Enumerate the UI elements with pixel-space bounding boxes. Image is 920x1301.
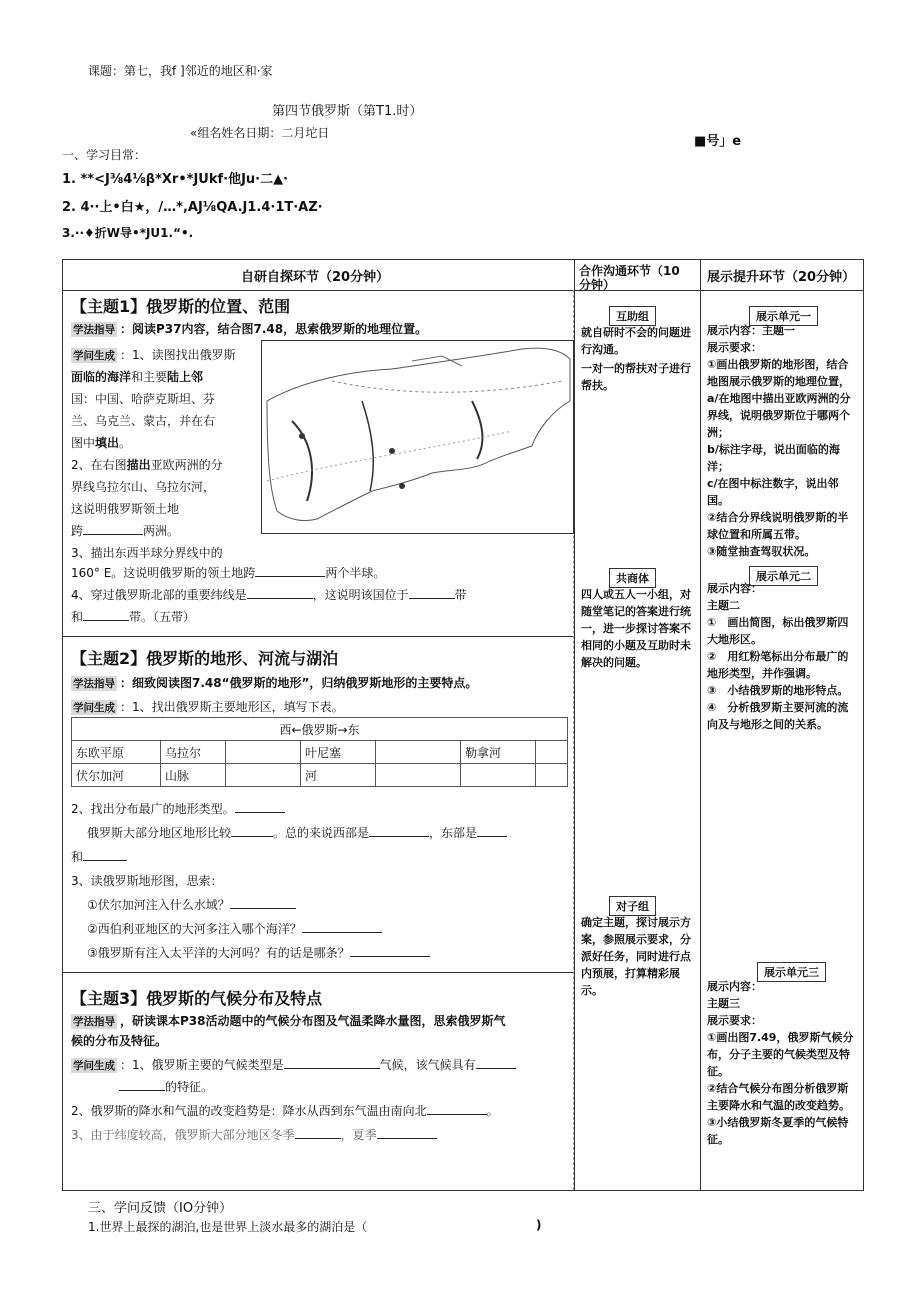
- col3-header: 展示提升环节（20分钟）: [707, 270, 856, 285]
- col2-text-3: 四人或五人一小组，对随堂笔记的答案进行统一，进一步探讨答案不相同的小题及互助时未解决的问题。: [581, 588, 691, 669]
- col2-text-1: 就自研时不会的问题进行沟通。: [581, 326, 691, 356]
- topic1-l9b: 两洲。: [143, 524, 180, 538]
- table-row: [72, 764, 568, 787]
- blank[interactable]: [119, 1078, 165, 1091]
- blank[interactable]: [230, 896, 296, 909]
- course-title: 课题：第七，我f ]邻近的地区和·家: [88, 64, 273, 78]
- topic1-l6b: 描出: [126, 458, 151, 472]
- topic3-l2: 的特征。: [165, 1080, 214, 1094]
- table-cell: 山脉: [161, 764, 226, 787]
- topic2-gen-tag: 学问生成: [73, 702, 115, 714]
- table-cell[interactable]: [226, 741, 301, 764]
- topic1-l9a: 跨: [71, 524, 84, 538]
- topic1-l6c: 亚欧两洲的分: [150, 458, 223, 472]
- topic3-l4a: 3、由于纬度较高，俄罗斯大部分地区冬季: [71, 1128, 295, 1142]
- topic2-q1: ①伏尔加河注入什么水域？: [87, 898, 230, 912]
- topic1-gen-tag: 学问生成: [73, 350, 115, 362]
- table-cell[interactable]: [226, 764, 301, 787]
- topic1-l8: 这说明俄罗斯领土地: [71, 502, 180, 516]
- topic1-l3: 国：中国、哈萨克斯坦、芬: [71, 392, 216, 406]
- topic1-l2a: 面临的海洋: [71, 370, 132, 384]
- topic1-l12a: 4、穿过俄罗斯北部的重要纬线是: [71, 588, 247, 602]
- col2-box-shared: 共商体: [609, 568, 656, 588]
- topic2-l3a: 俄罗斯大部分地区地形比较: [87, 826, 232, 840]
- blank[interactable]: [255, 564, 325, 577]
- feedback-title: 三、学问反馈（IO分钟）: [88, 1201, 233, 1216]
- topic1-l13b: 带。（五带）: [129, 610, 196, 624]
- topic3-title: 【主题3】俄罗斯的气候分布及特点: [71, 989, 323, 1008]
- topic1-l1: ：1、读图找出俄罗斯: [120, 348, 236, 362]
- table-cell[interactable]: [376, 764, 461, 787]
- blank[interactable]: [409, 586, 455, 599]
- topic2-l4: 和: [71, 850, 84, 864]
- blank[interactable]: [231, 824, 273, 837]
- feedback-q1: 1.世界上最探的湖泊,也是世界上淡水最多的湖泊是（: [88, 1220, 368, 1234]
- topic2-guide-tag: 学法指导: [73, 678, 115, 690]
- table-cell[interactable]: [536, 741, 568, 764]
- table-cell: 叶尼塞: [301, 741, 376, 764]
- goal-1: 1. **<J⅜4⅛β*Xr•*JUkf·他Ju·二▲·: [62, 172, 289, 187]
- topic2-l3b: 。总的来说西部是: [273, 826, 370, 840]
- col-divider-2: [700, 260, 701, 1190]
- topic1-l4: 兰、乌克兰、蒙古，并在右: [71, 414, 216, 428]
- blank[interactable]: [477, 824, 507, 837]
- topic1-l5a: 图中: [71, 436, 96, 450]
- topic-divider-2: [63, 972, 574, 973]
- topic1-title: 【主题1】俄罗斯的位置、范围: [71, 297, 291, 316]
- table-cell[interactable]: [376, 741, 461, 764]
- group-line: «组名姓名日期：二月坨日: [190, 126, 330, 140]
- feedback-q1-end: ): [536, 1218, 542, 1232]
- col2-header-b: 分钟）: [579, 278, 616, 292]
- table-cell: 伏尔加河: [72, 764, 161, 787]
- header-row-line: [63, 290, 863, 291]
- blank[interactable]: [235, 800, 285, 813]
- topic2-q3: ③俄罗斯有注入太平洋的大河吗？有的话是哪条？: [87, 946, 350, 960]
- table-row: [72, 741, 568, 764]
- col2-header-a: 合作沟通环节（10: [579, 264, 680, 278]
- map-drawing: [262, 341, 573, 533]
- topic1-guide-tag: 学法指导: [73, 324, 115, 336]
- col3-text-1: 展示内容：主题一 展示要求： ①画出俄罗斯的地形图，结合地图展示俄罗斯的地理位置，a/在地图中描出亚欧两洲的分界线，说明俄罗斯位于哪两个洲； b/标注字母，说出面临的海洋； c/在图中标注数字，说出邻国。 ②结合分界线说明俄罗斯的半球位置和所属五带。 ③随堂抽查驾驭状况。: [707, 324, 851, 558]
- col-divider-1: [574, 260, 575, 1190]
- topic3-l1b: 气候，该气候具有: [379, 1058, 476, 1072]
- topic1-guide: ：阅读P37内容，结合图7.48，思索俄罗斯的地理位置。: [120, 322, 428, 336]
- topic1-l6a: 2、在右图: [71, 458, 127, 472]
- topic1-l10: 3、描出东西半球分界线中的: [71, 546, 223, 560]
- blank[interactable]: [83, 608, 129, 621]
- topic3-guide-tag: 学法指导: [73, 1016, 115, 1028]
- blank[interactable]: [302, 920, 382, 933]
- table-cell: 东欧平原: [72, 741, 161, 764]
- table-cell: 河: [301, 764, 376, 787]
- topic1-l7: 界线乌拉尔山、乌拉尔河，: [71, 480, 216, 494]
- topic1-l12c: 带: [454, 588, 467, 602]
- topic1-l2c: 陆上邻: [167, 370, 204, 384]
- blank[interactable]: [295, 1126, 341, 1139]
- goal-2: 2. 4··上•白★，/…*,AJ⅛QA.J1.4·1T·AZ·: [62, 200, 323, 215]
- number-label: ■号」e: [694, 134, 742, 149]
- blank[interactable]: [377, 1126, 437, 1139]
- topic3-l4b: ，夏季: [340, 1128, 377, 1142]
- blank[interactable]: [369, 824, 429, 837]
- col2-text-2: 一对一的帮扶对子进行帮扶。: [581, 362, 691, 392]
- table-cell[interactable]: [461, 764, 536, 787]
- goal-3: 3.··♦折W导•*JU1.“•.: [62, 226, 194, 240]
- topic1-l11a: 160° E。这说明俄罗斯的领土地跨: [71, 566, 256, 580]
- topic3-gen-tag: 学问生成: [73, 1060, 115, 1072]
- topic1-l2b: 和主要: [131, 370, 168, 384]
- table-cell: 乌拉尔: [161, 741, 226, 764]
- topic2-q2: ②西伯利亚地区的大河多注入哪个海洋？: [87, 922, 302, 936]
- col2-text-4: 确定主题，探讨展示方案，参照展示要求，分派好任务，同时进行点内预展，打算精彩展示。: [581, 916, 691, 997]
- col2-box-mutual: 互助组: [609, 306, 656, 326]
- topic2-l2: 2、找出分布最广的地形类型。: [71, 802, 235, 816]
- col2-box-pair: 对子组: [609, 896, 656, 916]
- topic3-guide1: ，研读课本P38活动题中的气候分布图及气温柔降水量图，思索俄罗斯气: [120, 1014, 506, 1028]
- topic3-l1a: ：1、俄罗斯主要的气候类型是: [120, 1058, 284, 1072]
- blank[interactable]: [247, 586, 313, 599]
- col3-box-unit2: 展示单元二: [749, 566, 818, 586]
- col3-box-unit1: 展示单元一: [749, 306, 818, 326]
- topic-divider-1: [63, 636, 574, 637]
- blank[interactable]: [83, 522, 143, 535]
- section-title: 第四节俄罗斯（第T1.时）: [272, 104, 423, 119]
- topic2-l3c: ，东部是: [429, 826, 478, 840]
- topic1-l5b: 填出: [95, 436, 120, 450]
- landform-table-head: 西←俄罗斯→东: [72, 718, 568, 741]
- col3-text-3: 展示内容： 主题三 展示要求： ①画出图7.49，俄罗斯气候分布，分子主要的气候类型及特征。 ②结合气候分布图分析俄罗斯主要降水和气温的改变趋势。 ③小结俄罗斯冬夏季的气候特征。: [707, 980, 854, 1146]
- topic2-title: 【主题2】俄罗斯的地形、河流与湖泊: [71, 649, 339, 668]
- col1-header: 自研自探环节（20分钟）: [241, 270, 390, 285]
- russia-map: [261, 340, 574, 534]
- table-cell[interactable]: [536, 764, 568, 787]
- col3-box-unit3: 展示单元三: [757, 962, 826, 982]
- goals-title: 一、学习目常：: [62, 148, 147, 162]
- landform-table: [71, 717, 568, 787]
- blank[interactable]: [476, 1056, 516, 1069]
- table-cell: 勒拿河: [461, 741, 536, 764]
- col3-text-2: 展示内容： 主题二 ① 画出简图，标出俄罗斯四大地形区。 ② 用红粉笔标出分布最广的地形类型，并作强调。 ③ 小结俄罗斯的地形特点。 ④ 分析俄罗斯主要河流的流向及与地形之间的关系。: [707, 582, 849, 731]
- blank[interactable]: [427, 1102, 487, 1115]
- blank[interactable]: [83, 848, 127, 861]
- blank[interactable]: [284, 1056, 380, 1069]
- topic3-guide2: 候的分布及特征。: [71, 1034, 168, 1048]
- topic1-l12b: ，这说明该国位于: [312, 588, 409, 602]
- topic2-l5: 3、读俄罗斯地形图，思索：: [71, 874, 223, 888]
- topic2-l1: ：1、找出俄罗斯主要地形区，填写下表。: [120, 700, 344, 714]
- topic1-l13a: 和: [71, 610, 84, 624]
- topic3-l3a: 2、俄罗斯的降水和气温的改变趋势是：降水从西到东气温由南向北: [71, 1104, 427, 1118]
- topic1-l11b: 两个半球。: [325, 566, 386, 580]
- topic2-guide: ：细致阅读图7.48“俄罗斯的地形”，归纳俄罗斯地形的主要特点。: [120, 676, 478, 690]
- study-table: 自研自探环节（20分钟） 合作沟通环节（10 分钟） 展示提升环节（20分钟） 【主题1】俄罗斯的位置、范围 学法指导 ：阅读P37内容，结合图7.48，思索俄罗斯的地理位置。 学问生成 ：1、读图找出俄罗斯 面临的海洋和主要陆上邻 国：中国、哈萨克斯坦、芬 兰、乌克兰、蒙古，并在右 图中填出。 2、在右图描出亚欧两洲的分 界线乌拉尔山、乌拉尔河， 这说明俄罗斯领土地 跨 两洲。 3、描出东西半球分界线中的 160° E。这说明俄罗斯的领土地跨 两个半球。 4、穿过俄罗斯北部的重要纬线是 ，这说明该国位于 带 和 带。（五带） 【主题2】俄罗斯的地形、河流与湖泊 学法指导 ：细致阅读图7.48“俄罗斯的地形”，归纳俄罗斯地形的主要特点。 学问生成 ：1、找出俄罗斯主要地形区，填写下表。 西←俄罗斯→东 东欧平原 乌拉尔 叶尼塞 勒拿河 伏尔加河 山脉 河 2、找出分布最广的地形类型。 俄罗斯大部分地区地形比较 。总的来说西部是 ，东部是 和 3、读俄罗斯地形图，思索： ①伏尔加河注入什么水域？ ②西伯利亚地区的大河多注入哪个海洋？ ③俄罗斯有注入太平洋的大河吗？有的话是哪条？ 【主题3】俄罗斯的气候分布及特点 学法指导 ，研读课本P38活动题中的气候分布图及气温柔降水量图，思索俄罗斯气 候的分布及特征。 学问生成 ：1、俄罗斯主要的气候类型是 气候，该气候具有 的特征。 2、俄罗斯的降水和气温的改变趋势是：降水从西到东气温由南向北 。 3、由于纬度较高，俄罗斯大部分地区冬季 ，夏季 互助组 就自研时不会的问题进行沟通。 一对一的帮扶对子进行帮扶。 共商体 四人或五人一小组，对随堂笔记的答案进行统一，进一步探讨答案不相同的小题及互助时未解决的问题。 对子组 确定主题，探讨展示方案，参照展示要求，分派好任务，同时进行点内预展，打算精彩展示。 展示单元一 展示内容：主题一 展示要求： ①画出俄罗斯的地形图，结合地图展示俄罗斯的地理位置，a/在地图中描出亚欧两洲的分界线，说明俄罗斯位于哪两个洲； b/标注字母，说出面临的海洋； c/在图中标注数字，说出邻国。 ②结合分界线说明俄罗斯的半球位置和所属五带。 ③随堂抽查驾驭状况。 展示单元二 展示内容： 主题二 ① 画出简图，标出俄罗斯四大地形区。 ② 用红粉笔标出分布最广的地形类型，并作强调。 ③ 小结俄罗斯的地形特点。 ④ 分析俄罗斯主要河流的流向及与地形之间的关系。 展示单元三 展示内容： 主题三 展示要求： ①画出图7.49，俄罗斯气候分布，分子主要的气候类型及特征。 ②结合气候分布图分析俄罗斯主要降水和气温的改变趋势。 ③小结俄罗斯冬夏季的气候特征。: [62, 259, 864, 1191]
- blank[interactable]: [350, 944, 430, 957]
- topic1-l5c: 。: [119, 436, 132, 450]
